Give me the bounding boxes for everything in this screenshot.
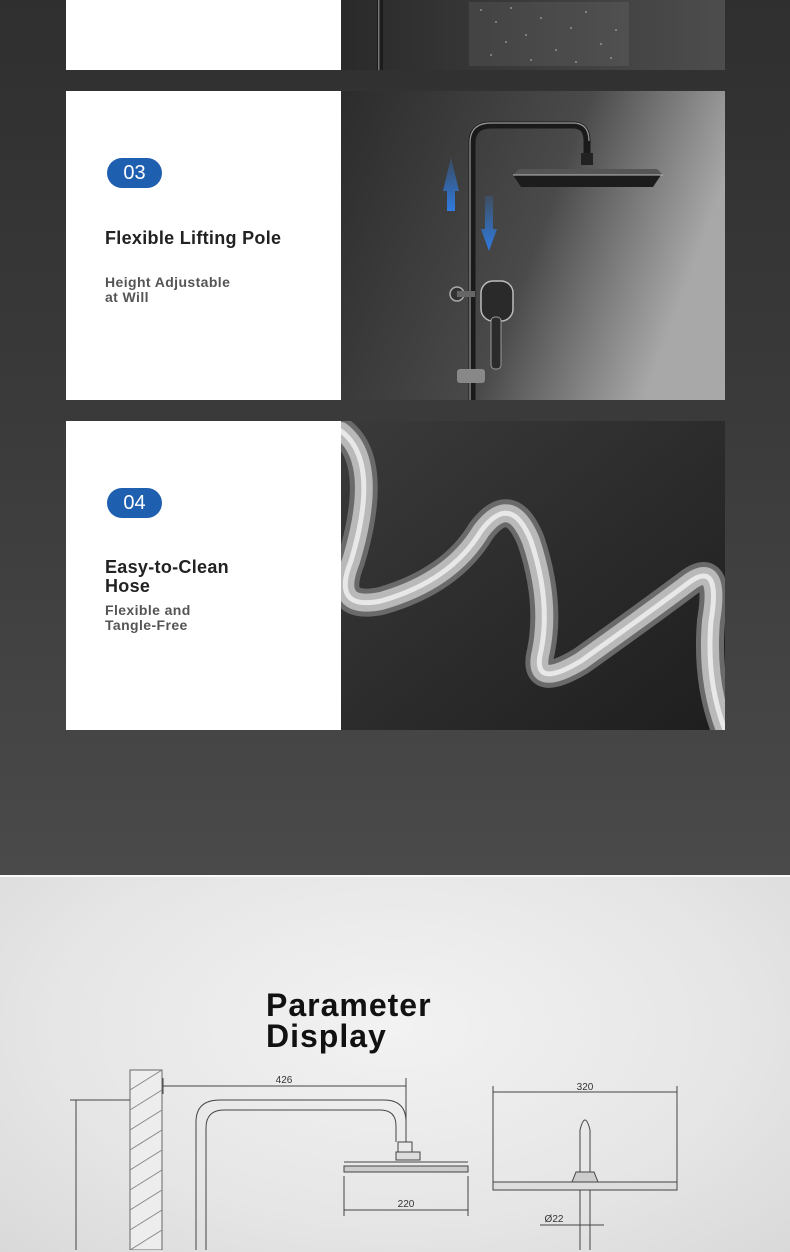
parameter-title: Parameter Display	[266, 987, 432, 1054]
shower-pole-photo	[341, 91, 725, 400]
dimension-head-diameter: 220	[397, 1199, 415, 1210]
feature-panel-hose	[66, 421, 725, 730]
feature-panel-white-area	[66, 0, 341, 70]
hose-photo	[341, 421, 725, 730]
feature-number-badge: 04	[107, 488, 162, 518]
feature-subtitle: Flexible and Tangle-Free	[105, 602, 191, 633]
rain-shower-photo	[341, 0, 725, 70]
feature-panel-white-area	[66, 421, 341, 730]
feature-panel-white-area	[66, 91, 341, 400]
feature-title: Flexible Lifting Pole	[105, 228, 282, 248]
dimension-arm-length: 426	[275, 1075, 293, 1086]
feature-subtitle: Height Adjustable at Will	[105, 274, 231, 305]
dimension-head-width: 320	[576, 1082, 594, 1093]
feature-title: Easy-to-Clean Hose	[105, 557, 229, 596]
technical-drawing	[0, 1060, 790, 1250]
dimension-pipe-diameter: Ø22	[544, 1214, 564, 1225]
feature-panel-lifting-pole	[66, 91, 725, 400]
feature-panel-previous	[66, 0, 725, 70]
feature-number-badge: 03	[107, 158, 162, 188]
